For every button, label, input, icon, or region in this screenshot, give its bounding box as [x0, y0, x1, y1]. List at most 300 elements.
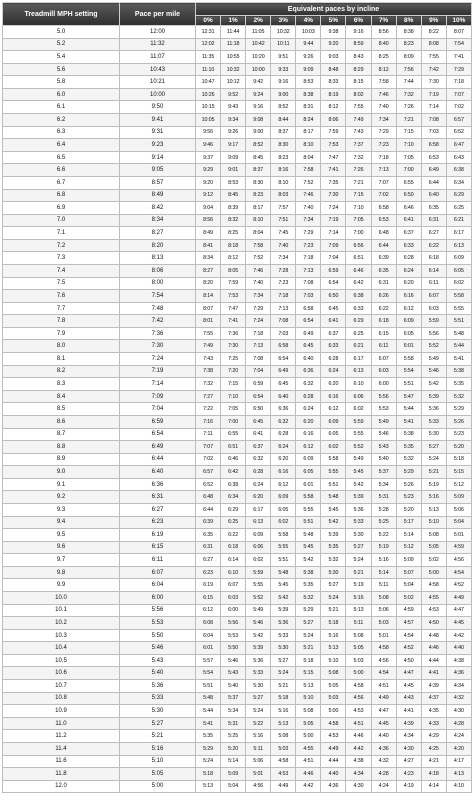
incline-pace-cell: 5:35	[446, 378, 471, 391]
incline-pace-cell: 6:59	[246, 378, 271, 391]
incline-pace-cell: 5:24	[296, 629, 321, 642]
incline-pace-cell: 4:17	[446, 755, 471, 768]
incline-pace-cell: 9:52	[221, 88, 246, 101]
incline-pace-cell: 5:46	[221, 654, 246, 667]
incline-pace-cell: 10:00	[246, 63, 271, 76]
incline-pace-cell: 6:46	[346, 264, 371, 277]
incline-pace-cell: 5:30	[346, 529, 371, 542]
incline-pace-cell: 6:07	[371, 353, 396, 366]
header-incline: 9%	[421, 16, 446, 26]
incline-pace-cell: 6:09	[321, 415, 346, 428]
incline-pace-cell: 7:00	[396, 164, 421, 177]
table-row	[3, 51, 472, 64]
incline-pace-cell: 4:46	[421, 642, 446, 655]
incline-pace-cell: 6:01	[396, 340, 421, 353]
mph-cell: 9.9	[3, 579, 120, 592]
incline-pace-cell: 4:42	[446, 629, 471, 642]
incline-pace-cell: 6:24	[396, 264, 421, 277]
incline-pace-cell: 4:45	[371, 717, 396, 730]
mph-cell: 11.2	[3, 730, 120, 743]
incline-pace-cell: 7:25	[221, 353, 246, 366]
incline-pace-cell: 6:28	[296, 390, 321, 403]
incline-pace-cell: 7:18	[246, 327, 271, 340]
incline-pace-cell: 5:59	[246, 566, 271, 579]
incline-pace-cell: 6:35	[196, 529, 221, 542]
incline-pace-cell: 5:38	[446, 365, 471, 378]
incline-pace-cell: 7:22	[196, 403, 221, 416]
incline-pace-cell: 4:38	[446, 654, 471, 667]
incline-pace-cell: 6:07	[421, 290, 446, 303]
incline-pace-cell: 5:42	[321, 516, 346, 529]
incline-pace-cell: 6:06	[246, 541, 271, 554]
incline-pace-cell: 5:49	[421, 353, 446, 366]
incline-pace-cell: 6:49	[271, 365, 296, 378]
incline-pace-cell: 7:10	[396, 139, 421, 152]
incline-pace-cell: 7:55	[421, 51, 446, 64]
incline-pace-cell: 6:25	[221, 516, 246, 529]
incline-pace-cell: 6:14	[421, 264, 446, 277]
incline-pace-cell: 6:37	[246, 441, 271, 454]
mph-cell: 10.2	[3, 617, 120, 630]
incline-pace-cell: 5:32	[446, 390, 471, 403]
mph-cell: 8.4	[3, 390, 120, 403]
incline-pace-cell: 5:56	[421, 327, 446, 340]
incline-pace-cell: 5:21	[296, 642, 321, 655]
header-incline: 7%	[371, 16, 396, 26]
incline-pace-cell: 6:49	[296, 327, 321, 340]
incline-pace-cell: 7:10	[346, 202, 371, 215]
incline-pace-cell: 6:20	[271, 453, 296, 466]
incline-pace-cell: 6:07	[221, 579, 246, 592]
incline-pace-cell: 7:32	[396, 88, 421, 101]
pace-cell: 6:11	[120, 554, 196, 567]
incline-pace-cell: 4:57	[396, 617, 421, 630]
incline-pace-cell: 4:14	[421, 780, 446, 793]
incline-pace-cell: 6:09	[296, 453, 321, 466]
incline-pace-cell: 6:35	[371, 264, 396, 277]
mph-cell: 9.4	[3, 516, 120, 529]
incline-pace-cell: 5:14	[221, 755, 246, 768]
incline-pace-cell: 5:39	[271, 604, 296, 617]
table-row	[3, 252, 472, 265]
incline-pace-cell: 6:58	[296, 302, 321, 315]
incline-pace-cell: 5:33	[271, 629, 296, 642]
incline-pace-cell: 7:41	[446, 51, 471, 64]
incline-pace-cell: 4:34	[396, 730, 421, 743]
incline-pace-cell: 7:55	[346, 101, 371, 114]
incline-pace-cell: 8:53	[221, 176, 246, 189]
incline-pace-cell: 5:40	[371, 453, 396, 466]
incline-pace-cell: 4:56	[446, 554, 471, 567]
incline-pace-cell: 7:07	[371, 176, 396, 189]
incline-pace-cell: 4:44	[321, 755, 346, 768]
incline-pace-cell: 4:53	[346, 705, 371, 718]
incline-pace-cell: 5:08	[346, 629, 371, 642]
pace-cell: 5:00	[120, 780, 196, 793]
pace-cell: 9:05	[120, 164, 196, 177]
incline-pace-cell: 9:26	[296, 51, 321, 64]
incline-pace-cell: 6:29	[346, 315, 371, 328]
incline-pace-cell: 5:54	[196, 667, 221, 680]
incline-pace-cell: 5:27	[271, 654, 296, 667]
incline-pace-cell: 6:49	[421, 164, 446, 177]
incline-pace-cell: 6:52	[446, 126, 471, 139]
incline-pace-cell: 5:44	[396, 403, 421, 416]
table-row	[3, 428, 472, 441]
incline-pace-cell: 7:58	[246, 239, 271, 252]
incline-pace-cell: 7:42	[421, 63, 446, 76]
incline-pace-cell: 5:19	[346, 579, 371, 592]
incline-pace-cell: 6:18	[421, 252, 446, 265]
incline-pace-cell: 6:28	[246, 466, 271, 479]
incline-pace-cell: 8:14	[196, 290, 221, 303]
incline-pace-cell: 5:34	[371, 478, 396, 491]
incline-pace-cell: 7:46	[246, 264, 271, 277]
incline-pace-cell: 4:46	[346, 730, 371, 743]
incline-pace-cell: 5:16	[246, 730, 271, 743]
mph-cell: 9.1	[3, 478, 120, 491]
incline-pace-cell: 9:04	[196, 202, 221, 215]
table-row	[3, 63, 472, 76]
incline-pace-cell: 4:27	[396, 755, 421, 768]
incline-pace-cell: 7:13	[246, 340, 271, 353]
incline-pace-cell: 6:37	[396, 227, 421, 240]
incline-pace-cell: 6:34	[446, 176, 471, 189]
header-equivalent-paces: Equivalent paces by incline	[196, 3, 472, 16]
incline-pace-cell: 7:02	[371, 189, 396, 202]
incline-pace-cell: 8:04	[246, 227, 271, 240]
incline-pace-cell: 7:52	[246, 252, 271, 265]
incline-pace-cell: 7:07	[196, 441, 221, 454]
pace-cell: 9:50	[120, 101, 196, 114]
mph-cell: 5.8	[3, 76, 120, 89]
pace-cell: 6:49	[120, 441, 196, 454]
incline-pace-cell: 7:32	[346, 151, 371, 164]
incline-pace-cell: 7:24	[321, 202, 346, 215]
pace-cell: 5:21	[120, 730, 196, 743]
mph-cell: 8.0	[3, 340, 120, 353]
incline-pace-cell: 5:46	[421, 365, 446, 378]
incline-pace-cell: 5:32	[321, 554, 346, 567]
incline-pace-cell: 7:14	[421, 101, 446, 114]
incline-pace-cell: 6:04	[196, 629, 221, 642]
incline-pace-cell: 5:23	[396, 491, 421, 504]
table-row	[3, 239, 472, 252]
incline-pace-cell: 7:10	[221, 390, 246, 403]
incline-pace-cell: 5:32	[296, 592, 321, 605]
mph-cell: 8.8	[3, 441, 120, 454]
incline-pace-cell: 6:46	[221, 453, 246, 466]
incline-pace-cell: 6:29	[446, 189, 471, 202]
incline-pace-cell: 7:00	[221, 415, 246, 428]
incline-pace-cell: 9:09	[221, 151, 246, 164]
incline-pace-cell: 5:51	[196, 680, 221, 693]
table-row	[3, 680, 472, 693]
incline-pace-cell: 4:50	[396, 654, 421, 667]
incline-pace-cell: 5:16	[321, 629, 346, 642]
pace-cell: 8:20	[120, 239, 196, 252]
table-row	[3, 365, 472, 378]
pace-cell: 8:34	[120, 214, 196, 227]
incline-pace-cell: 5:40	[221, 680, 246, 693]
incline-pace-cell: 9:20	[196, 176, 221, 189]
incline-pace-cell: 5:04	[396, 579, 421, 592]
incline-pace-cell: 5:13	[196, 780, 221, 793]
incline-pace-cell: 5:29	[196, 742, 221, 755]
incline-pace-cell: 5:48	[321, 491, 346, 504]
incline-pace-cell: 6:58	[271, 340, 296, 353]
header-incline: 6%	[346, 16, 371, 26]
pace-cell: 9:41	[120, 114, 196, 127]
incline-pace-cell: 6:02	[246, 554, 271, 567]
incline-pace-cell: 4:58	[346, 680, 371, 693]
incline-pace-cell: 5:05	[321, 680, 346, 693]
incline-pace-cell: 5:29	[446, 403, 471, 416]
incline-pace-cell: 6:55	[221, 428, 246, 441]
incline-pace-cell: 9:46	[196, 139, 221, 152]
pace-cell: 7:19	[120, 365, 196, 378]
incline-pace-cell: 9:37	[196, 151, 221, 164]
incline-pace-cell: 5:27	[321, 579, 346, 592]
incline-pace-cell: 6:05	[396, 327, 421, 340]
incline-pace-cell: 5:59	[346, 415, 371, 428]
pace-cell: 8:42	[120, 202, 196, 215]
incline-pace-cell: 5:30	[321, 566, 346, 579]
mph-cell: 11.4	[3, 742, 120, 755]
incline-pace-cell: 4:42	[346, 742, 371, 755]
header-incline: 1%	[221, 16, 246, 26]
incline-pace-cell: 8:33	[321, 76, 346, 89]
incline-pace-cell: 5:55	[346, 428, 371, 441]
incline-pace-cell: 5:08	[371, 592, 396, 605]
incline-pace-cell: 5:08	[421, 529, 446, 542]
incline-pace-cell: 8:45	[221, 189, 246, 202]
incline-pace-cell: 6:21	[346, 340, 371, 353]
incline-pace-cell: 8:37	[246, 164, 271, 177]
incline-pace-cell: 9:43	[221, 101, 246, 114]
table-row	[3, 403, 472, 416]
table-row	[3, 277, 472, 290]
incline-pace-cell: 9:42	[246, 76, 271, 89]
incline-pace-cell: 10:03	[296, 26, 321, 39]
incline-pace-cell: 6:40	[421, 189, 446, 202]
pace-cell: 5:40	[120, 667, 196, 680]
incline-pace-cell: 6:20	[296, 415, 321, 428]
incline-pace-cell: 7:53	[321, 139, 346, 152]
incline-pace-cell: 5:31	[371, 491, 396, 504]
table-row	[3, 390, 472, 403]
incline-pace-cell: 8:30	[271, 139, 296, 152]
incline-pace-cell: 7:45	[271, 227, 296, 240]
incline-pace-cell: 6:58	[421, 139, 446, 152]
incline-pace-cell: 6:12	[196, 604, 221, 617]
table-row	[3, 604, 472, 617]
incline-pace-cell: 11:44	[221, 26, 246, 39]
incline-pace-cell: 6:29	[221, 503, 246, 516]
incline-pace-cell: 8:17	[296, 126, 321, 139]
incline-pace-cell: 5:38	[296, 566, 321, 579]
incline-pace-cell: 6:32	[246, 453, 271, 466]
incline-pace-cell: 10:26	[196, 88, 221, 101]
incline-pace-cell: 5:11	[371, 579, 396, 592]
incline-pace-cell: 6:25	[446, 202, 471, 215]
incline-pace-cell: 4:38	[346, 755, 371, 768]
incline-pace-cell: 7:08	[271, 315, 296, 328]
incline-pace-cell: 9:00	[246, 126, 271, 139]
incline-pace-cell: 5:45	[321, 503, 346, 516]
incline-pace-cell: 5:45	[346, 466, 371, 479]
incline-pace-cell: 4:47	[446, 604, 471, 617]
incline-pace-cell: 6:50	[246, 403, 271, 416]
incline-pace-cell: 5:22	[371, 529, 396, 542]
mph-cell: 8.9	[3, 453, 120, 466]
incline-pace-cell: 7:21	[396, 114, 421, 127]
incline-pace-cell: 4:43	[396, 692, 421, 705]
incline-pace-cell: 5:24	[346, 554, 371, 567]
incline-pace-cell: 4:44	[421, 654, 446, 667]
incline-pace-cell: 5:51	[446, 315, 471, 328]
table-row	[3, 579, 472, 592]
incline-pace-cell: 8:17	[246, 202, 271, 215]
incline-pace-cell: 4:33	[421, 717, 446, 730]
incline-pace-cell: 6:38	[446, 164, 471, 177]
incline-pace-cell: 5:39	[346, 491, 371, 504]
incline-pace-cell: 5:00	[321, 705, 346, 718]
header-mph-setting: Treadmill MPH setting	[3, 3, 120, 26]
mph-cell: 8.1	[3, 353, 120, 366]
incline-pace-cell: 5:41	[446, 353, 471, 366]
pace-cell: 12:00	[120, 26, 196, 39]
mph-cell: 7.2	[3, 239, 120, 252]
incline-pace-cell: 8:45	[246, 151, 271, 164]
mph-cell: 7.4	[3, 264, 120, 277]
incline-pace-cell: 7:03	[296, 290, 321, 303]
incline-pace-cell: 6:22	[371, 302, 396, 315]
pace-cell: 7:09	[120, 390, 196, 403]
incline-pace-cell: 6:00	[371, 378, 396, 391]
incline-pace-cell: 7:30	[421, 76, 446, 89]
incline-pace-cell: 7:40	[271, 239, 296, 252]
incline-pace-cell: 4:47	[396, 667, 421, 680]
incline-pace-cell: 7:04	[246, 365, 271, 378]
incline-pace-cell: 4:45	[396, 680, 421, 693]
mph-cell: 9.7	[3, 554, 120, 567]
incline-pace-cell: 6:13	[246, 516, 271, 529]
incline-pace-cell: 5:03	[271, 742, 296, 755]
incline-pace-cell: 7:00	[346, 227, 371, 240]
incline-pace-cell: 5:15	[446, 466, 471, 479]
incline-pace-cell: 5:51	[296, 516, 321, 529]
mph-cell: 7.0	[3, 214, 120, 227]
incline-pace-cell: 6:15	[371, 327, 396, 340]
incline-pace-cell: 8:19	[321, 88, 346, 101]
incline-pace-cell: 7:58	[371, 76, 396, 89]
incline-pace-cell: 5:56	[371, 390, 396, 403]
incline-pace-cell: 6:28	[321, 353, 346, 366]
incline-pace-cell: 6:38	[346, 290, 371, 303]
incline-pace-cell: 7:23	[296, 239, 321, 252]
pace-cell: 6:36	[120, 478, 196, 491]
incline-pace-cell: 4:45	[446, 617, 471, 630]
table-row	[3, 114, 472, 127]
incline-pace-cell: 9:26	[221, 126, 246, 139]
pace-cell: 5:27	[120, 717, 196, 730]
incline-pace-cell: 11:10	[196, 63, 221, 76]
pace-cell: 9:23	[120, 139, 196, 152]
incline-pace-cell: 5:21	[271, 680, 296, 693]
incline-pace-cell: 5:43	[221, 667, 246, 680]
incline-pace-cell: 7:07	[446, 88, 471, 101]
incline-pace-cell: 6:45	[321, 302, 346, 315]
incline-pace-cell: 6:03	[371, 365, 396, 378]
incline-pace-cell: 6:20	[246, 491, 271, 504]
incline-pace-cell: 7:41	[321, 164, 346, 177]
incline-pace-cell: 9:08	[246, 114, 271, 127]
incline-pace-cell: 7:09	[321, 239, 346, 252]
incline-pace-cell: 6:01	[196, 642, 221, 655]
pace-cell: 6:07	[120, 566, 196, 579]
incline-pace-cell: 6:31	[371, 277, 396, 290]
incline-pace-cell: 5:38	[396, 428, 421, 441]
incline-pace-cell: 5:41	[196, 717, 221, 730]
table-row	[3, 315, 472, 328]
mph-cell: 8.2	[3, 365, 120, 378]
incline-pace-cell: 5:10	[321, 654, 346, 667]
incline-pace-cell: 7:29	[446, 63, 471, 76]
incline-pace-cell: 5:33	[246, 667, 271, 680]
incline-pace-cell: 5:51	[321, 478, 346, 491]
pace-cell: 6:19	[120, 529, 196, 542]
table-row	[3, 541, 472, 554]
incline-pace-cell: 7:23	[371, 139, 396, 152]
table-row	[3, 503, 472, 516]
incline-pace-cell: 8:49	[196, 227, 221, 240]
incline-pace-cell: 6:22	[421, 239, 446, 252]
incline-pace-cell: 11:35	[196, 51, 221, 64]
incline-pace-cell: 4:30	[346, 780, 371, 793]
incline-pace-cell: 6:02	[271, 516, 296, 529]
incline-pace-cell: 7:19	[421, 88, 446, 101]
incline-pace-cell: 5:55	[296, 503, 321, 516]
header-incline: 3%	[271, 16, 296, 26]
incline-pace-cell: 4:28	[446, 717, 471, 730]
incline-pace-cell: 4:29	[421, 730, 446, 743]
incline-pace-cell: 7:34	[246, 290, 271, 303]
incline-pace-cell: 5:39	[321, 529, 346, 542]
incline-pace-cell: 10:42	[246, 38, 271, 51]
incline-pace-cell: 5:16	[346, 592, 371, 605]
incline-pace-cell: 5:59	[421, 315, 446, 328]
pace-cell: 5:53	[120, 617, 196, 630]
incline-pace-cell: 6:55	[396, 176, 421, 189]
incline-pace-cell: 6:53	[371, 214, 396, 227]
incline-pace-cell: 5:20	[221, 742, 246, 755]
incline-pace-cell: 6:40	[271, 390, 296, 403]
incline-pace-cell: 7:15	[396, 126, 421, 139]
incline-pace-cell: 4:55	[296, 742, 321, 755]
pace-cell: 7:24	[120, 353, 196, 366]
incline-pace-cell: 5:51	[271, 554, 296, 567]
incline-pace-cell: 8:09	[396, 51, 421, 64]
incline-pace-cell: 11:05	[246, 26, 271, 39]
incline-pace-cell: 6:10	[221, 566, 246, 579]
incline-pace-cell: 4:40	[371, 730, 396, 743]
table-row	[3, 730, 472, 743]
table-row	[3, 566, 472, 579]
mph-cell: 7.9	[3, 327, 120, 340]
incline-pace-cell: 4:21	[421, 755, 446, 768]
table-row	[3, 592, 472, 605]
